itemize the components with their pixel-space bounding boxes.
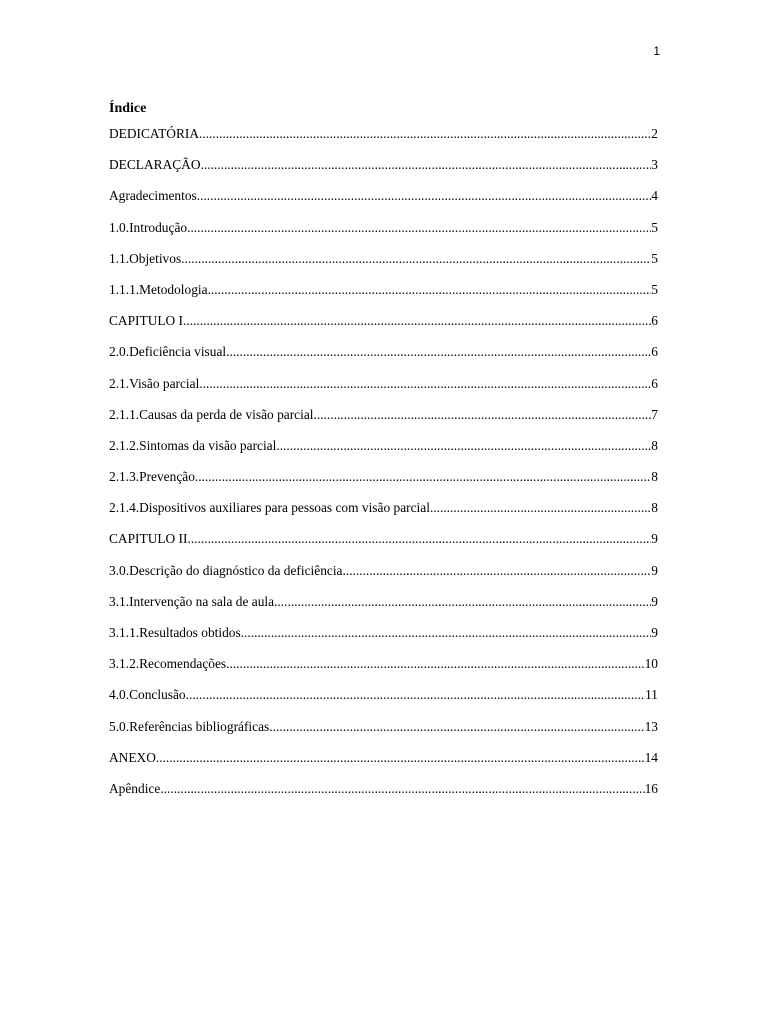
toc-entry-label: 1.0.Introdução — [109, 219, 188, 235]
toc-entry-page-number: 5 — [651, 219, 658, 235]
toc-entry[interactable] — [109, 407, 658, 423]
toc-entry-label: 5.0.Referências bibliográficas — [109, 718, 270, 734]
toc-entry-page-number: 2 — [651, 126, 658, 141]
toc-entry-label: 2.1.Visão parcial — [109, 375, 200, 391]
toc-entry[interactable] — [109, 126, 658, 142]
toc-entry-page-number: 13 — [644, 718, 658, 734]
toc-entry[interactable] — [109, 500, 658, 516]
toc-entry[interactable] — [109, 220, 658, 236]
toc-entry-label: 3.1.2.Recomendações — [109, 656, 227, 672]
toc-entry-label: 2.1.3.Prevenção — [109, 469, 195, 485]
table-of-contents — [109, 101, 658, 812]
toc-entry-label: CAPITULO I — [109, 313, 184, 329]
toc-entry-page-number: 9 — [651, 531, 658, 547]
toc-entry-label: Apêndice — [109, 780, 161, 796]
toc-entry-label: 3.0.Descrição do diagnóstico da deficiência — [109, 562, 343, 578]
toc-dot-leader — [187, 531, 651, 547]
toc-dot-leader — [241, 625, 652, 641]
toc-dot-leader — [201, 157, 652, 173]
toc-dot-leader — [430, 500, 651, 516]
toc-entry-label: 1.1.Objetivos — [109, 250, 182, 266]
toc-entry[interactable] — [109, 376, 658, 392]
toc-entry-page-number: 9 — [651, 625, 658, 640]
toc-entry-label: 4.0.Conclusão — [109, 687, 186, 703]
toc-entry-label: 3.1.Intervenção na sala de aula — [109, 593, 275, 609]
toc-entry-label: DECLARAÇÃO — [109, 157, 201, 173]
toc-entry[interactable] — [109, 656, 658, 672]
toc-dot-leader — [186, 687, 645, 703]
toc-entry-page-number: 10 — [644, 656, 658, 672]
toc-entry-page-number: 6 — [651, 375, 658, 391]
toc-entry[interactable] — [109, 594, 658, 610]
toc-entry-page-number: 9 — [651, 593, 658, 609]
toc-entry-page-number: 8 — [651, 469, 658, 485]
toc-dot-leader — [276, 438, 651, 454]
toc-dot-leader — [343, 563, 652, 579]
toc-entry[interactable] — [109, 563, 658, 579]
toc-entry-label: 2.1.2.Sintomas da visão parcial — [109, 437, 277, 453]
toc-entry-label: CAPITULO II — [109, 531, 188, 547]
toc-entry-page-number: 9 — [651, 562, 658, 578]
toc-dot-leader — [208, 282, 652, 298]
toc-entry[interactable] — [109, 188, 658, 204]
toc-entry[interactable] — [109, 282, 658, 298]
toc-dot-leader — [160, 781, 644, 797]
toc-entry-page-number: 7 — [651, 406, 658, 422]
toc-entry[interactable] — [109, 438, 658, 454]
toc-dot-leader — [197, 188, 652, 204]
toc-entry[interactable] — [109, 719, 658, 735]
toc-entry-label: 3.1.1.Resultados obtidos — [109, 625, 241, 640]
toc-dot-leader — [199, 376, 651, 392]
toc-entry[interactable] — [109, 625, 658, 641]
toc-entry-page-number: 6 — [651, 344, 658, 360]
toc-dot-leader — [269, 719, 644, 735]
toc-dot-leader — [199, 126, 651, 142]
toc-dot-leader — [274, 594, 651, 610]
toc-dot-leader — [226, 656, 644, 672]
toc-dot-leader — [156, 750, 645, 766]
toc-entry-page-number: 6 — [651, 313, 658, 329]
toc-entry-page-number: 8 — [651, 437, 658, 453]
toc-entry-label: ANEXO — [109, 749, 156, 765]
toc-list — [109, 126, 658, 797]
toc-entry[interactable] — [109, 687, 658, 703]
toc-entry-page-number: 5 — [651, 250, 658, 266]
toc-entry-page-number: 16 — [644, 780, 658, 796]
toc-dot-leader — [183, 313, 651, 329]
toc-entry-page-number: 8 — [651, 500, 658, 516]
toc-entry-page-number: 11 — [645, 687, 658, 703]
toc-entry-label: Agradecimentos — [109, 188, 197, 204]
toc-entry[interactable] — [109, 531, 658, 547]
toc-entry[interactable] — [109, 469, 658, 485]
toc-dot-leader — [226, 344, 651, 360]
toc-entry-page-number: 4 — [651, 188, 658, 204]
page-number: 1 — [653, 44, 660, 58]
toc-entry-label: 2.1.1.Causas da perda de visão parcial — [109, 406, 314, 422]
toc-entry-label: 2.1.4.Dispositivos auxiliares para pessoas com visão parcial — [109, 500, 430, 516]
toc-entry[interactable] — [109, 251, 658, 267]
toc-entry-page-number: 5 — [651, 281, 658, 297]
toc-entry[interactable] — [109, 750, 658, 766]
toc-title: Índice — [109, 101, 147, 116]
toc-dot-leader — [181, 251, 651, 267]
toc-entry-page-number: 14 — [644, 749, 658, 765]
toc-dot-leader — [195, 469, 651, 485]
toc-entry-page-number: 3 — [651, 157, 658, 173]
toc-entry-label: DEDICATÓRIA — [109, 126, 200, 141]
toc-entry[interactable] — [109, 781, 658, 797]
toc-entry-label: 2.0.Deficiência visual — [109, 344, 227, 360]
toc-entry[interactable] — [109, 344, 658, 360]
toc-entry[interactable] — [109, 157, 658, 173]
toc-entry[interactable] — [109, 313, 658, 329]
toc-dot-leader — [314, 407, 652, 423]
toc-dot-leader — [187, 220, 651, 236]
toc-entry-label: 1.1.1.Metodologia — [109, 281, 208, 297]
